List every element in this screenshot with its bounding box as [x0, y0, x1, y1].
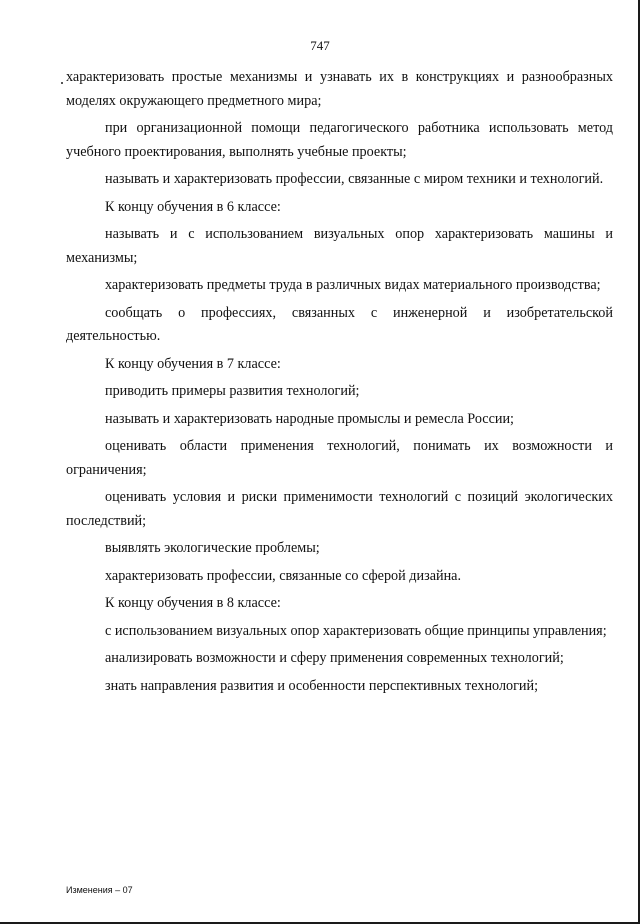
- paragraph: с использованием визуальных опор характеризовать общие принципы управления;: [105, 622, 607, 639]
- paragraph: К концу обучения в 8 классе:: [105, 595, 281, 611]
- paragraph: оценивать области применения технологий, понимать их возможности и ограничения;: [66, 438, 613, 478]
- paragraph: К концу обучения в 6 классе:: [105, 198, 281, 215]
- paragraph: знать направления развития и особенности перспективных технологий;: [105, 677, 539, 694]
- paragraph: характеризовать предметы труда в различных видах материального производства;: [105, 277, 601, 293]
- paragraph: К концу обучения в 7 классе:: [105, 355, 281, 372]
- paragraph: выявлять экологические проблемы;: [105, 540, 320, 556]
- paragraph: при организационной помощи педагогического работника использовать метод учебного проектирования, выполнять учебные проекты;: [66, 120, 613, 160]
- paragraph: характеризовать простые механизмы и узнавать их в конструкциях и разнообразных моделях окружающего предметного мира;: [66, 69, 613, 109]
- paragraph: называть и с использованием визуальных опор характеризовать машины и механизмы;: [66, 226, 613, 266]
- paragraph: приводить примеры развития технологий;: [105, 383, 360, 399]
- paragraph: характеризовать профессии, связанные со сферой дизайна.: [105, 567, 462, 584]
- paragraph: называть и характеризовать профессии, связанные с миром техники и технологий.: [105, 171, 604, 187]
- paragraph: сообщать о профессиях, связанных с инженерной и изобретательской деятельностью.: [66, 304, 613, 344]
- paragraph: оценивать условия и риски применимости технологий с позиций экологических последствий;: [66, 489, 613, 529]
- scan-speck: [61, 82, 63, 84]
- document-body: [66, 66, 613, 702]
- footer-note: Изменения – 07: [66, 885, 133, 895]
- page-number: 747: [310, 38, 330, 53]
- paragraph: анализировать возможности и сферу применения современных технологий;: [105, 650, 564, 666]
- paragraph: называть и характеризовать народные промыслы и ремесла России;: [105, 410, 514, 427]
